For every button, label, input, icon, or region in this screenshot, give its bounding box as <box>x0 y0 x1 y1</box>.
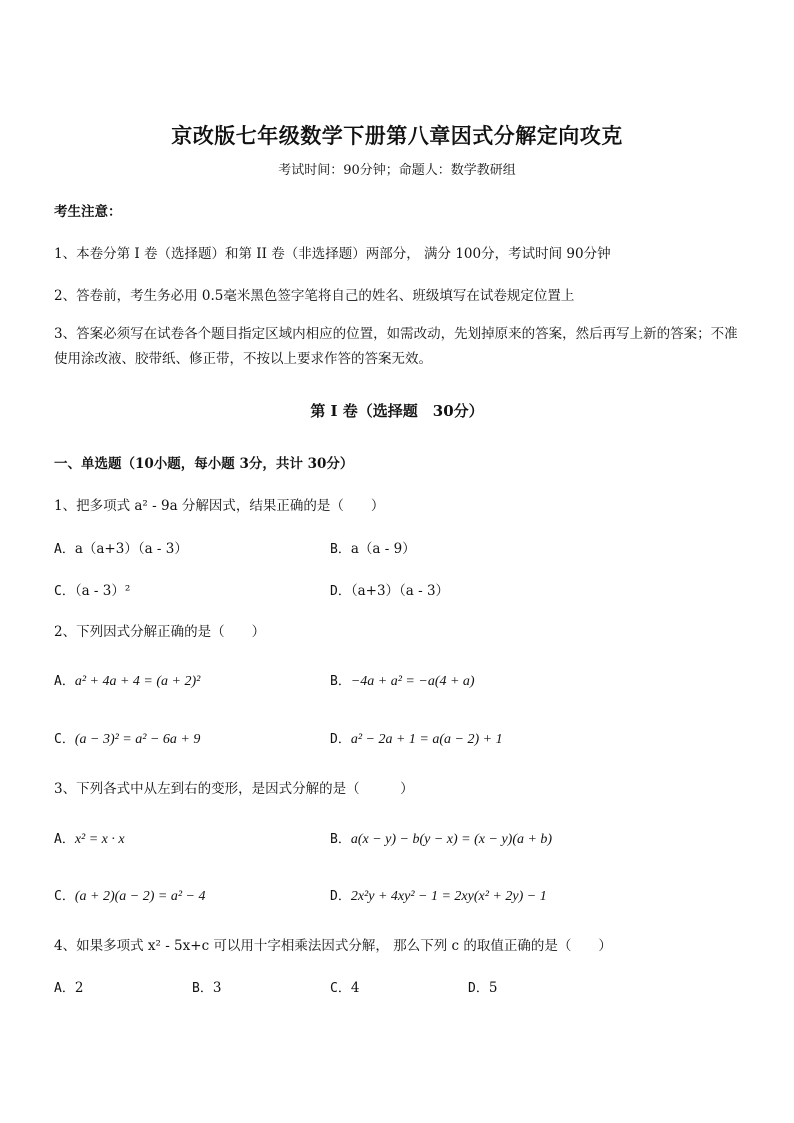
question-3-option-b[interactable] <box>330 828 552 848</box>
option-text: （a - 3）² <box>74 583 131 599</box>
option-label: A． <box>54 542 75 557</box>
option-text: a（a+3）（a - 3） <box>74 541 188 557</box>
notice-heading: 考生注意： <box>54 204 122 220</box>
question-2-option-d[interactable] <box>330 728 503 748</box>
option-text: (a − 3)² = a² − 6a + 9 <box>74 732 201 747</box>
question-2-stem: 2、下列因式分解正确的是（ ） <box>54 624 266 640</box>
option-label: B． <box>330 832 351 847</box>
question-3-option-d[interactable] <box>330 885 547 905</box>
option-label: B． <box>192 981 213 996</box>
option-label: C． <box>54 584 75 599</box>
question-1-option-d[interactable] <box>330 579 449 599</box>
question-4-option-d[interactable] <box>468 977 497 996</box>
question-2-option-b[interactable] <box>330 670 475 690</box>
question-4-option-b[interactable] <box>192 977 221 996</box>
question-1-option-b[interactable] <box>330 537 416 557</box>
option-label: D． <box>330 584 351 599</box>
notice-item-3: 3、答案必须写在试卷各个题目指定区域内相应的位置，如需改动，先划掉原来的答案，然后再写上新的答案；不准使用涂改液、胶带纸、修正带，不按以上要求作答的答案无效。 <box>54 326 738 367</box>
option-label: A． <box>54 832 75 847</box>
option-text: 2 <box>74 980 84 996</box>
question-1-option-a[interactable] <box>54 537 188 557</box>
question-2-option-c[interactable] <box>54 728 200 748</box>
option-text: （a+3）（a - 3） <box>350 583 450 599</box>
question-1-stem: 1、把多项式 a² - 9a 分解因式，结果正确的是（ ） <box>54 498 385 514</box>
option-text: x² = x · x <box>74 832 125 847</box>
notice-item-2: 2、答卷前，考生务必用 0.5毫米黑色签字笔将自己的姓名、班级填写在试卷规定位置上 <box>54 288 575 304</box>
question-3-stem: 3、下列各式中从左到右的变形，是因式分解的是（ ） <box>54 781 414 797</box>
option-text: (a + 2)(a − 2) = a² − 4 <box>74 889 206 904</box>
question-2-option-a[interactable] <box>54 670 200 690</box>
exam-info: 考试时间：90分钟；命题人：数学教研组 <box>278 163 516 178</box>
question-4-option-c[interactable] <box>330 977 359 996</box>
question-1-option-c[interactable] <box>54 579 130 599</box>
question-4-option-a[interactable] <box>54 977 83 996</box>
question-4-stem: 4、如果多项式 x² - 5x+c 可以用十字相乘法因式分解， 那么下列 c 的取值正确的是（ ） <box>54 938 612 954</box>
option-label: B． <box>330 542 351 557</box>
option-text: a(x − y) − b(y − x) = (x − y)(a + b) <box>350 832 553 847</box>
option-label: B． <box>330 674 351 689</box>
option-text: a² − 2a + 1 = a(a − 2) + 1 <box>350 732 503 747</box>
option-label: C． <box>330 981 351 996</box>
question-3-option-c[interactable] <box>54 885 205 905</box>
option-label: D． <box>330 889 351 904</box>
option-label: A． <box>54 674 75 689</box>
option-text: 5 <box>488 980 498 996</box>
option-text: −4a + a² = −a(4 + a) <box>350 674 475 689</box>
option-label: A． <box>54 981 75 996</box>
option-label: C． <box>54 889 75 904</box>
option-text: a（a - 9） <box>350 541 416 557</box>
section-title: 第 I 卷（选择题 30分） <box>310 402 484 420</box>
option-label: D． <box>330 732 351 747</box>
option-text: 3 <box>212 980 222 996</box>
notice-item-1: 1、本卷分第 I 卷（选择题）和第 II 卷（非选择题）两部分， 满分 100分，考试时间 90分钟 <box>54 246 611 262</box>
part-heading: 一、单选题（10小题，每小题 3分，共计 30分） <box>54 456 354 472</box>
option-label: D． <box>468 981 489 996</box>
option-text: 2x²y + 4xy² − 1 = 2xy(x² + 2y) − 1 <box>350 889 547 904</box>
option-text: a² + 4a + 4 = (a + 2)² <box>74 674 201 689</box>
question-3-option-a[interactable] <box>54 828 125 848</box>
page-title: 京改版七年级数学下册第八章因式分解定向攻克 <box>171 123 623 148</box>
option-label: C． <box>54 732 75 747</box>
option-text: 4 <box>350 980 360 996</box>
